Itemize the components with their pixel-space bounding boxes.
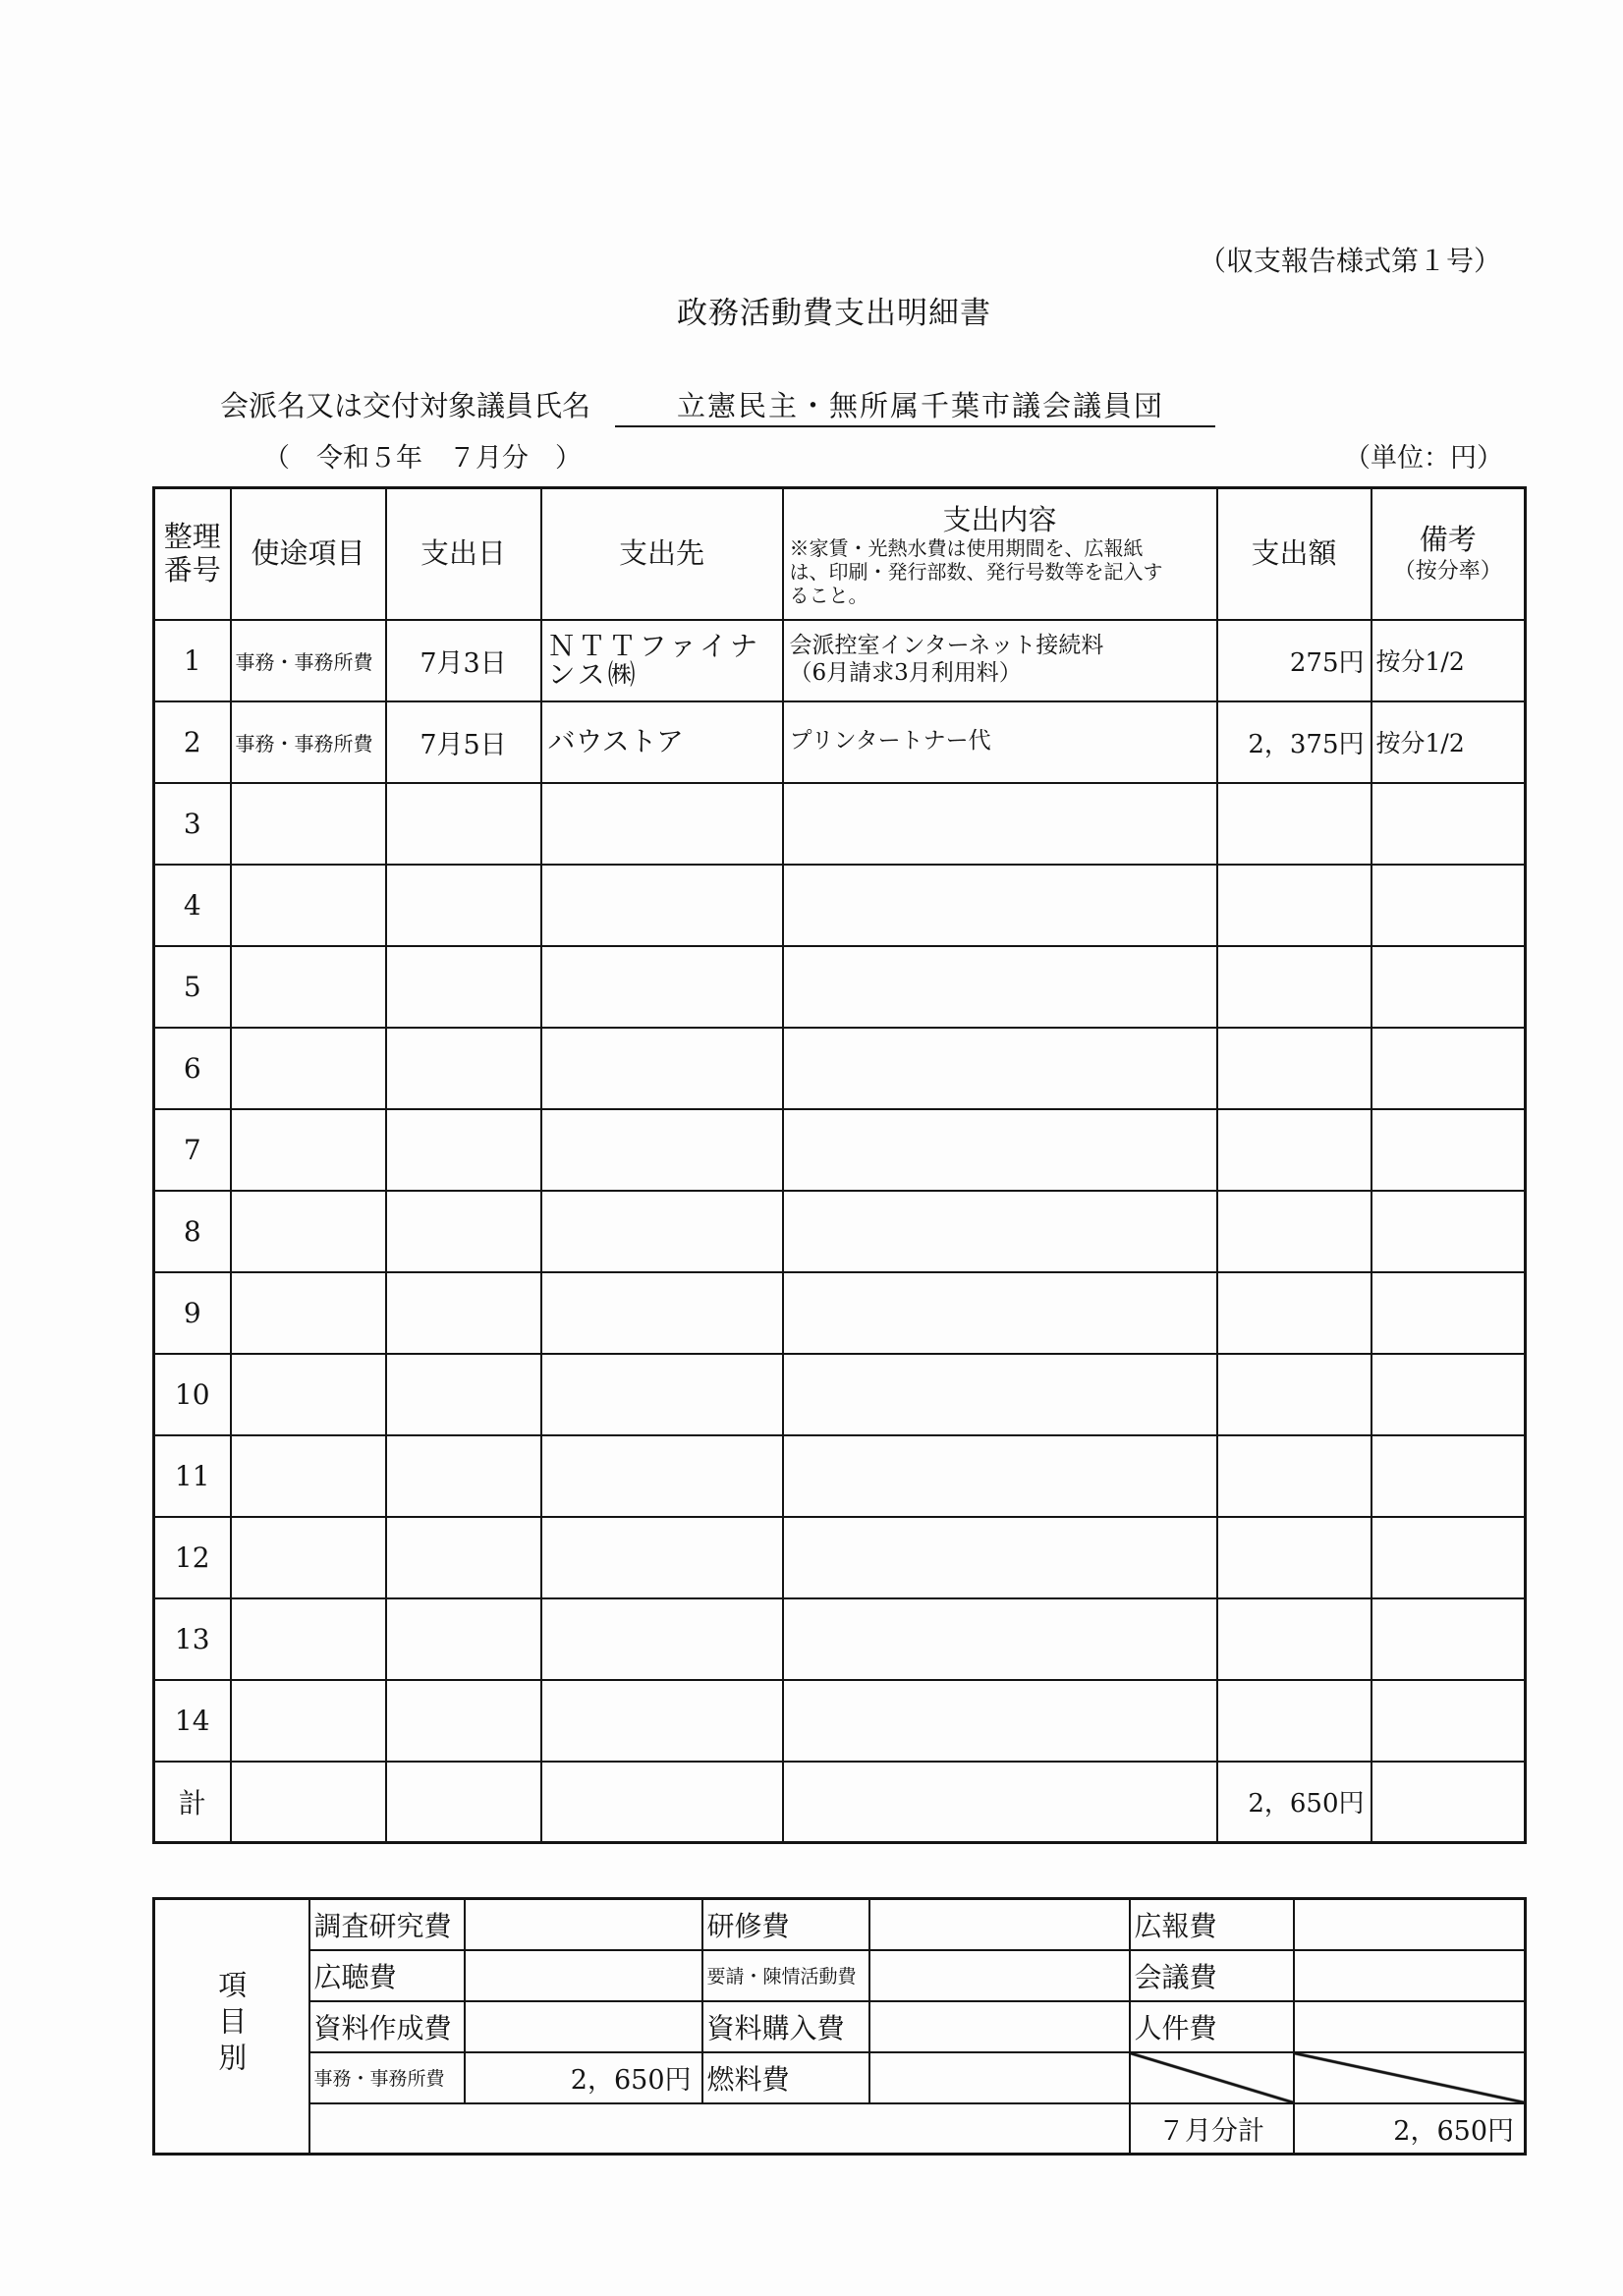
header-remarks-sub: （按分率）: [1393, 558, 1502, 584]
summary-total-row: [154, 2103, 1526, 2155]
empty-cell: [541, 1354, 783, 1435]
empty-cell: [783, 783, 1217, 865]
empty-cell: [541, 1272, 783, 1354]
summary-category-label: 広聴費: [309, 1950, 465, 2001]
table-row: [154, 865, 1526, 946]
empty-cell: [231, 1435, 386, 1517]
empty-cell: [783, 1680, 1217, 1762]
empty-cell: [386, 946, 541, 1028]
empty-cell: [231, 865, 386, 946]
empty-cell: [1371, 1109, 1526, 1191]
summary-category-amount: [869, 2001, 1130, 2052]
empty-cell: [783, 1028, 1217, 1109]
currency-unit: （単位：円）: [1344, 443, 1503, 474]
row-number: 14: [154, 1680, 231, 1762]
expense-date: 7月3日: [386, 620, 541, 701]
expense-content: プリンタートナー代: [783, 701, 1217, 783]
header-payee: 支出先: [541, 488, 783, 620]
empty-cell: [1217, 783, 1371, 865]
header-number: 整理 番号: [154, 488, 231, 620]
table-row: [154, 1191, 1526, 1272]
empty-cell: [541, 1598, 783, 1680]
usage-category: 事務・事務所費: [231, 620, 386, 701]
summary-category-label: 資料購入費: [702, 2001, 869, 2052]
header-amount: 支出額: [1217, 488, 1371, 620]
summary-category-amount: [869, 1899, 1130, 1950]
summary-side-cell: [154, 1899, 309, 2155]
empty-cell: [386, 1517, 541, 1598]
header-category: 使途項目: [231, 488, 386, 620]
empty-cell: [231, 1028, 386, 1109]
category-summary-table: [152, 1897, 1527, 2156]
row-number: 5: [154, 946, 231, 1028]
empty-cell: [386, 1680, 541, 1762]
empty-cell: [783, 1272, 1217, 1354]
empty-cell: [1217, 1028, 1371, 1109]
row-number: 10: [154, 1354, 231, 1435]
empty-cell: [231, 1680, 386, 1762]
table-row: [154, 1680, 1526, 1762]
empty-cell: [1371, 1354, 1526, 1435]
header-remarks-title: 備考: [1419, 523, 1477, 557]
empty-cell: [1371, 1680, 1526, 1762]
empty-cell: [541, 1109, 783, 1191]
empty-cell: [1371, 1598, 1526, 1680]
header-content: [783, 488, 1217, 620]
empty-cell: [1371, 1028, 1526, 1109]
remarks: 按分1/2: [1371, 701, 1526, 783]
summary-category-amount: [465, 1950, 702, 2001]
summary-category-label: 人件費: [1130, 2001, 1294, 2052]
table-row: [154, 783, 1526, 865]
row-number: 11: [154, 1435, 231, 1517]
row-number: 3: [154, 783, 231, 865]
empty-cell: [783, 946, 1217, 1028]
summary-row: [154, 1899, 1526, 1950]
row-number: 8: [154, 1191, 231, 1272]
summary-blank-cell: [309, 2103, 1130, 2155]
empty-cell: [1371, 1435, 1526, 1517]
remarks: 按分1/2: [1371, 620, 1526, 701]
summary-category-amount: [869, 2052, 1130, 2103]
row-number: 9: [154, 1272, 231, 1354]
empty-cell: [1217, 1598, 1371, 1680]
usage-category: 事務・事務所費: [231, 701, 386, 783]
empty-cell: [386, 1191, 541, 1272]
header-date: 支出日: [386, 488, 541, 620]
empty-cell: [541, 1680, 783, 1762]
header-remarks: [1371, 488, 1526, 620]
summary-category-amount: 2，650円: [465, 2052, 702, 2103]
table-row: [154, 1598, 1526, 1680]
faction-name-underline: [615, 425, 1215, 427]
empty-cell: [1217, 1680, 1371, 1762]
empty-cell: [783, 1435, 1217, 1517]
header-content-title: 支出内容: [942, 502, 1057, 536]
empty-cell: [783, 865, 1217, 946]
total-amount: 2，650円: [1217, 1762, 1371, 1843]
empty-cell: [1217, 946, 1371, 1028]
table-row: [154, 620, 1526, 701]
summary-category-label: 広報費: [1130, 1899, 1294, 1950]
faction-name: 立憲民主・無所属千葉市議会議員団: [677, 389, 1165, 422]
summary-category-label: 燃料費: [702, 2052, 869, 2103]
total-label: 計: [154, 1762, 231, 1843]
empty-cell: [541, 1028, 783, 1109]
empty-cell: [541, 1762, 783, 1843]
empty-cell: [1217, 865, 1371, 946]
summary-category-label: 研修費: [702, 1899, 869, 1950]
month-total-amount: 2，650円: [1294, 2103, 1526, 2155]
row-number: 2: [154, 701, 231, 783]
empty-cell: [783, 1354, 1217, 1435]
summary-side-label: 項目別: [214, 1970, 249, 2079]
table-row: [154, 1109, 1526, 1191]
expense-content: 会派控室インターネット接続料 （6月請求3月利用料）: [783, 620, 1217, 701]
summary-row: [154, 2001, 1526, 2052]
summary-row: [154, 1950, 1526, 2001]
table-row: [154, 1435, 1526, 1517]
empty-cell: [231, 946, 386, 1028]
empty-cell: [1371, 946, 1526, 1028]
empty-cell: [386, 1109, 541, 1191]
empty-cell: [386, 1028, 541, 1109]
summary-category-label: 会議費: [1130, 1950, 1294, 2001]
empty-cell: [231, 783, 386, 865]
total-row: [154, 1762, 1526, 1843]
empty-cell: [1217, 1435, 1371, 1517]
summary-category-amount: [869, 1950, 1130, 2001]
empty-cell: [1217, 1191, 1371, 1272]
table-row: [154, 1272, 1526, 1354]
empty-cell: [783, 1191, 1217, 1272]
payee: ＮＴＴファイナ ンス㈱: [541, 620, 783, 701]
empty-cell: [1371, 1191, 1526, 1272]
table-row: [154, 701, 1526, 783]
empty-cell: [1371, 1517, 1526, 1598]
diagonal-strike-cell: [1130, 2052, 1294, 2103]
faction-label: 会派名又は交付対象議員氏名: [220, 389, 591, 422]
table-row: [154, 946, 1526, 1028]
summary-row: [154, 2052, 1526, 2103]
row-number: 13: [154, 1598, 231, 1680]
summary-category-amount: [465, 2001, 702, 2052]
empty-cell: [386, 783, 541, 865]
empty-cell: [386, 865, 541, 946]
expense-amount: 275円: [1217, 620, 1371, 701]
table-header-row: [154, 488, 1526, 620]
empty-cell: [231, 1109, 386, 1191]
empty-cell: [541, 783, 783, 865]
diagonal-strike-cell: [1294, 2052, 1526, 2103]
empty-cell: [783, 1517, 1217, 1598]
report-period: （ 令和５年 ７月分 ）: [263, 443, 582, 474]
empty-cell: [1371, 865, 1526, 946]
expense-detail-table: [152, 486, 1527, 1844]
summary-category-label: 調査研究費: [309, 1899, 465, 1950]
table-row: [154, 1517, 1526, 1598]
empty-cell: [231, 1517, 386, 1598]
row-number: 12: [154, 1517, 231, 1598]
empty-cell: [541, 1435, 783, 1517]
month-total-label: ７月分計: [1130, 2103, 1294, 2155]
empty-cell: [541, 1517, 783, 1598]
empty-cell: [1217, 1517, 1371, 1598]
empty-cell: [386, 1354, 541, 1435]
table-row: [154, 1354, 1526, 1435]
summary-category-amount: [1294, 1950, 1526, 2001]
document-title: 政務活動費支出明細書: [677, 296, 991, 331]
empty-cell: [783, 1598, 1217, 1680]
row-number: 7: [154, 1109, 231, 1191]
expense-amount: 2，375円: [1217, 701, 1371, 783]
empty-cell: [1371, 1272, 1526, 1354]
empty-cell: [1371, 783, 1526, 865]
summary-category-amount: [1294, 2001, 1526, 2052]
empty-cell: [386, 1435, 541, 1517]
empty-cell: [231, 1354, 386, 1435]
expense-date: 7月5日: [386, 701, 541, 783]
empty-cell: [386, 1762, 541, 1843]
empty-cell: [783, 1762, 1217, 1843]
summary-category-amount: [465, 1899, 702, 1950]
payee: バウストア: [541, 701, 783, 783]
row-number: 1: [154, 620, 231, 701]
empty-cell: [1217, 1354, 1371, 1435]
summary-category-label: 事務・事務所費: [309, 2052, 465, 2103]
empty-cell: [783, 1109, 1217, 1191]
empty-cell: [1371, 1762, 1526, 1843]
empty-cell: [541, 1191, 783, 1272]
empty-cell: [231, 1272, 386, 1354]
header-content-note: ※家賃・光熱水費は使用期間を、広報紙 は、印刷・発行部数、発行号数等を記入す ること。: [789, 535, 1163, 607]
table-row: [154, 1028, 1526, 1109]
empty-cell: [386, 1598, 541, 1680]
row-number: 4: [154, 865, 231, 946]
empty-cell: [1217, 1272, 1371, 1354]
summary-category-label: 資料作成費: [309, 2001, 465, 2052]
row-number: 6: [154, 1028, 231, 1109]
empty-cell: [231, 1191, 386, 1272]
empty-cell: [231, 1598, 386, 1680]
summary-category-amount: [1294, 1899, 1526, 1950]
empty-cell: [541, 946, 783, 1028]
empty-cell: [541, 865, 783, 946]
summary-category-label: 要請・陳情活動費: [702, 1950, 869, 2001]
empty-cell: [231, 1762, 386, 1843]
empty-cell: [1217, 1109, 1371, 1191]
form-number: （収支報告様式第１号）: [1198, 245, 1501, 277]
empty-cell: [386, 1272, 541, 1354]
